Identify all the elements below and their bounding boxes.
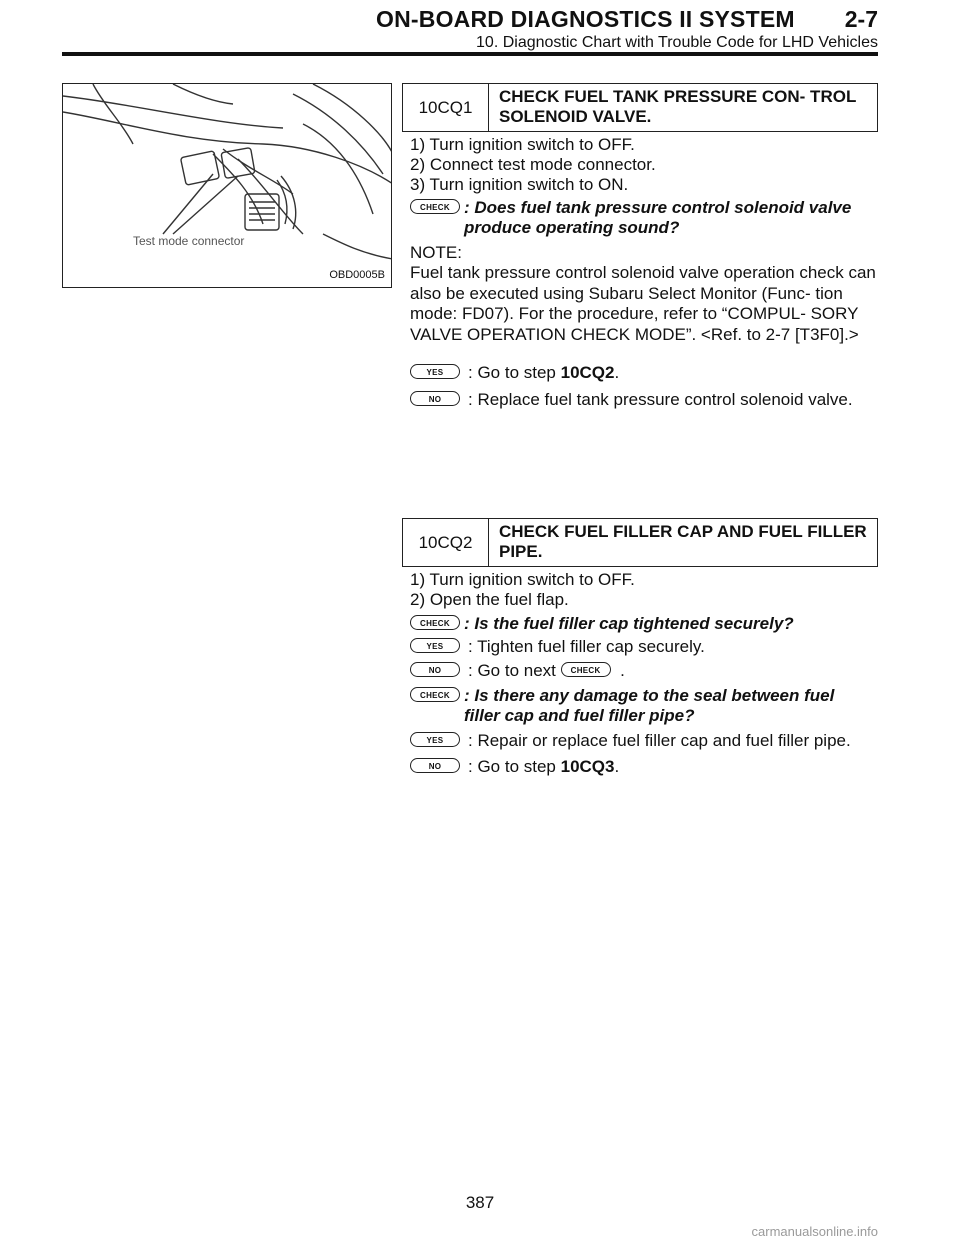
question-text: : Is the fuel filler cap tightened securely? [464, 614, 794, 633]
check-badge-icon: CHECK [410, 687, 460, 702]
instruction-line: 1) Turn ignition switch to OFF. [410, 570, 635, 589]
no-answer: NO : Go to next CHECK . [410, 661, 625, 681]
yes-answer [410, 731, 851, 751]
instruction-line: 2) Open the fuel flap. [410, 590, 569, 609]
note-text: Fuel tank pressure control solenoid valve operation check can also be executed using Subaru Select Monitor (Func- tion mode: FD07). For the procedure, refer to “COMPUL- SORY VALVE OPERATION CHECK MODE”. <Ref. to 2-7 [T3F0].> [410, 263, 876, 344]
instruction-line: 1) Turn ignition switch to OFF. [410, 135, 635, 154]
step-id: 10CQ2 [403, 519, 489, 566]
figure-id: OBD0005B [329, 269, 385, 281]
no-step-ref: 10CQ3 [560, 757, 615, 776]
yes-answer [410, 637, 705, 657]
watermark: carmanualsonline.info [751, 1224, 878, 1239]
check-badge-icon: CHECK [410, 615, 460, 630]
no-text: : Go to next [468, 661, 556, 680]
connector-illustration [63, 84, 392, 288]
no-answer [410, 390, 853, 410]
page-header-subtitle: 10. Diagnostic Chart with Trouble Code for LHD Vehicles [476, 34, 878, 51]
step-id: 10CQ1 [403, 84, 489, 131]
yes-text: : Tighten fuel filler cap securely. [468, 637, 705, 656]
yes-badge-icon: YES [410, 638, 460, 653]
no-badge-icon: NO [410, 662, 460, 677]
step-title: CHECK FUEL TANK PRESSURE CON- TROL SOLENOID VALVE. [499, 87, 857, 126]
check-question [410, 198, 880, 238]
no-answer: NO : Go to step 10CQ3. [410, 757, 619, 777]
yes-step-ref: 10CQ2 [560, 363, 615, 382]
connector-figure [62, 83, 392, 288]
no-badge-icon: NO [410, 391, 460, 406]
instruction-line: 3) Turn ignition switch to ON. [410, 175, 629, 194]
yes-text: : Repair or replace fuel filler cap and fuel filler pipe. [468, 731, 851, 750]
yes-answer: YES : Go to step 10CQ2. [410, 363, 619, 383]
check-badge-icon: CHECK [561, 662, 611, 677]
check-question [410, 614, 794, 634]
page-number: 387 [465, 1193, 495, 1212]
check-badge-icon: CHECK [410, 199, 460, 214]
figure-label: Test mode connector [133, 234, 245, 248]
question-text: : Does fuel tank pressure control solenoid valve produce operating sound? [464, 198, 852, 237]
note-label: NOTE: [410, 243, 462, 262]
yes-text: : Go to step [468, 363, 556, 382]
no-text: : Replace fuel tank pressure control solenoid valve. [468, 390, 853, 409]
no-badge-icon: NO [410, 758, 460, 773]
header-rule [62, 52, 878, 56]
step-box-10cq2 [402, 518, 878, 567]
section-number: 2-7 [844, 6, 878, 32]
step-box-10cq1 [402, 83, 878, 132]
step-title: CHECK FUEL FILLER CAP AND FUEL FILLER PIPE. [499, 522, 867, 561]
yes-badge-icon: YES [410, 732, 460, 747]
page-header-title: ON-BOARD DIAGNOSTICS II SYSTEM [376, 6, 795, 32]
check-question [410, 686, 880, 726]
question-text: : Is there any damage to the seal between fuel filler cap and fuel filler pipe? [464, 686, 835, 725]
no-text: : Go to step [468, 757, 556, 776]
yes-badge-icon: YES [410, 364, 460, 379]
instruction-line: 2) Connect test mode connector. [410, 155, 656, 174]
